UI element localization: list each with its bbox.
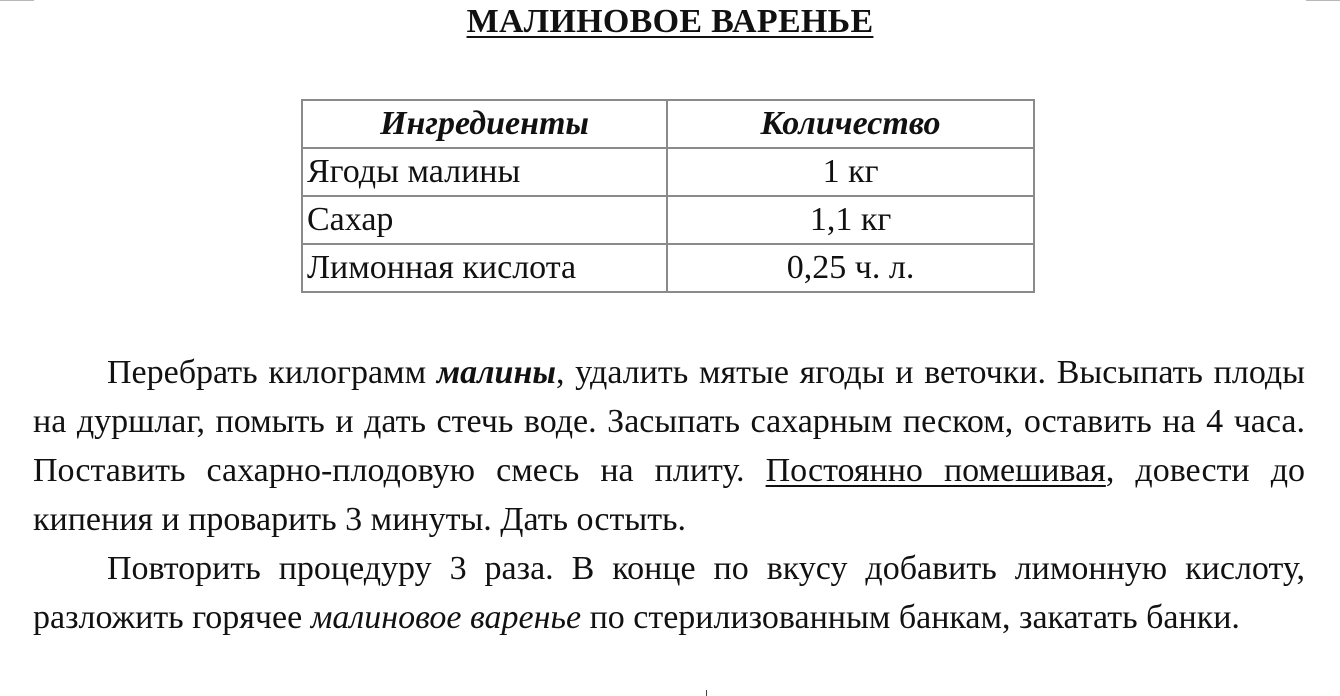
table-row xyxy=(302,244,1034,292)
paragraph-2-text-a: Повторить процедуру 3 раза. В конце по вкусу добавить лимонную кислоту, разложить горячее xyxy=(33,550,1305,636)
emphasis-raspberry: малины xyxy=(436,354,556,391)
paragraph-2-text-c: по стерилизованным банкам, закатать банки. xyxy=(581,599,1240,636)
table-row xyxy=(302,148,1034,196)
ingredient-quantity: 1 кг xyxy=(667,148,1034,196)
paragraph-1-text-e: , довести до кипения и проварить 3 минуты. Дать остыть. xyxy=(33,452,1305,538)
header-quantity: Количество xyxy=(667,100,1034,148)
ingredient-name: Сахар xyxy=(302,196,667,244)
document-title: МАЛИНОВОЕ ВАРЕНЬЕ xyxy=(466,3,874,40)
paragraph-2 xyxy=(33,544,1305,642)
underlined-stirring: Постоянно помешивая xyxy=(765,452,1106,489)
paragraph-1-text-c: , удалить мятые ягоды и веточки. Высыпать плоды на дуршлаг, помыть и дать стечь воде. Засыпать сахарным песком, оставить на 4 часа. Поставить сахарно-плодовую смесь на плиту. xyxy=(33,354,1305,489)
recipe-instructions xyxy=(33,348,1305,642)
ingredient-quantity: 1,1 кг xyxy=(667,196,1034,244)
table-header-row xyxy=(302,100,1034,148)
page-corner-mark-left xyxy=(0,0,34,1)
ingredient-quantity: 0,25 ч. л. xyxy=(667,244,1034,292)
table-row xyxy=(302,196,1034,244)
ingredients-table xyxy=(301,99,1035,293)
emphasis-raspberry-jam: малиновое варенье xyxy=(310,599,582,636)
ingredient-name: Лимонная кислота xyxy=(302,244,667,292)
paragraph-1 xyxy=(33,348,1305,544)
paragraph-1-text-a: Перебрать килограмм xyxy=(107,354,437,391)
ingredient-name: Ягоды малины xyxy=(302,148,667,196)
page-corner-mark-right xyxy=(1306,0,1340,1)
header-ingredients: Ингредиенты xyxy=(302,100,667,148)
page-tick-mark xyxy=(706,690,707,696)
